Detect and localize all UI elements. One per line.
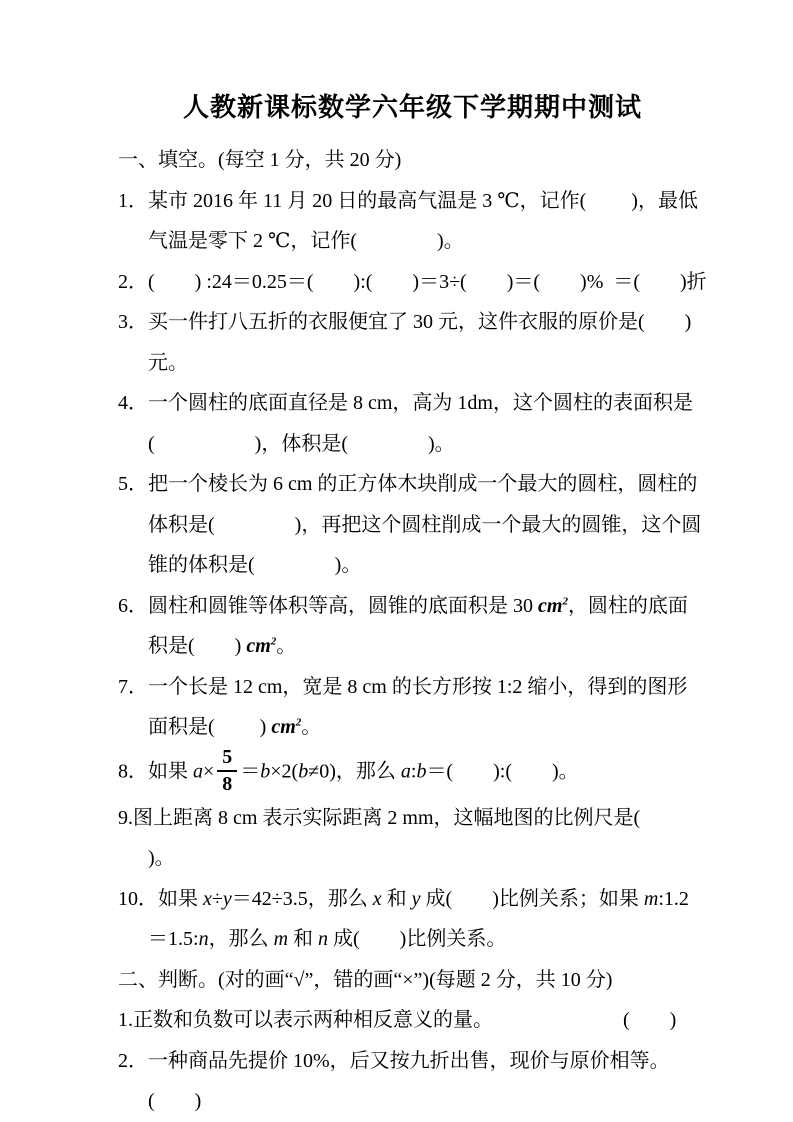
doc-title: 人教新课标数学六年级下学期期中测试 xyxy=(182,93,642,122)
question xyxy=(118,745,707,798)
section-1 xyxy=(118,140,707,960)
question xyxy=(118,586,707,667)
document-body xyxy=(118,140,707,1122)
question-number: 3． xyxy=(118,311,148,333)
question-number: 6． xyxy=(118,594,148,617)
text-segment: ＝( ):( )。 xyxy=(426,760,579,783)
question xyxy=(118,262,707,303)
text-segment: ÷ xyxy=(211,887,223,910)
question-number: 7． xyxy=(118,675,148,698)
fraction xyxy=(217,746,237,796)
fraction-denominator: 8 xyxy=(222,772,233,795)
text-segment: ( ) :24＝0.25＝( ):( )＝3÷( )＝( )% ＝( )折 xyxy=(148,270,707,293)
text-segment: cm xyxy=(246,635,271,657)
question-number: 10． xyxy=(118,887,158,910)
section-heading: 二、判断。(对的画“√”，错的画“×”)(每题 2 分，共 10 分) xyxy=(118,968,613,991)
question xyxy=(118,464,707,586)
text-segment: 如果 xyxy=(148,760,193,783)
question xyxy=(118,798,707,879)
text-segment: y xyxy=(222,887,232,910)
text-segment: 2 xyxy=(270,635,277,648)
text-segment: 如果 xyxy=(158,887,203,910)
text-segment: n xyxy=(198,928,209,950)
text-segment: cm xyxy=(538,594,563,617)
text-segment: ×2( xyxy=(270,760,299,783)
text-segment: 买一件打八五折的衣服便宜了 30 元，这件衣服的原价是( )元。 xyxy=(148,311,692,374)
question xyxy=(118,667,707,748)
section-2 xyxy=(118,960,707,1122)
text-segment: ，圆柱的底面积是( ) xyxy=(148,594,688,657)
question-number: 1． xyxy=(118,189,148,212)
text-segment: 和 xyxy=(288,928,319,950)
question-number: 5． xyxy=(118,473,148,495)
text-segment: n xyxy=(318,928,329,950)
text-segment: ＝ xyxy=(240,760,261,783)
text-segment: 圆柱和圆锥等体积等高，圆锥的底面积是 30 xyxy=(148,594,538,617)
text-segment: 图上距离 8 cm 表示实际距离 2 mm，这幅地图的比例尺是( )。 xyxy=(133,806,686,869)
text-segment: × xyxy=(203,760,215,783)
text-segment: b xyxy=(416,760,427,783)
text-segment: y xyxy=(411,887,421,910)
text-segment: cm xyxy=(271,716,296,738)
text-segment: x xyxy=(372,887,382,910)
text-segment: 一个圆柱的底面直径是 8 cm，高为 1dm，这个圆柱的表面积是 ( )，体积是( )。 xyxy=(148,392,698,455)
text-segment: : xyxy=(410,760,417,783)
question xyxy=(118,879,707,960)
question-number: 1. xyxy=(118,1009,133,1031)
text-segment: 某市 2016 年 11 月 20 日的最高气温是 3 ℃，记作( )，最低气温是零下 2 ℃，记作( )。 xyxy=(148,189,698,252)
question xyxy=(118,302,707,383)
question xyxy=(118,1041,707,1122)
question xyxy=(118,383,707,464)
text-segment: 一个长是 12 cm，宽是 8 cm 的长方形按 1:2 缩小，得到的图形面积是( ) xyxy=(148,675,688,738)
fraction-numerator: 5 xyxy=(217,746,237,772)
text-segment: 和 xyxy=(381,887,412,910)
text-segment: 2 xyxy=(562,594,568,607)
text-segment: b xyxy=(298,760,309,783)
question xyxy=(118,1000,707,1041)
text-segment: 成( )比例关系；如果 xyxy=(420,887,644,910)
question-number: 4． xyxy=(118,392,148,414)
section-heading: 一、填空。(每空 1 分，共 20 分) xyxy=(118,149,402,171)
text-segment: ，那么 xyxy=(208,928,274,950)
text-segment: ≠0)，那么 xyxy=(308,760,401,783)
text-segment: 成( )比例关系。 xyxy=(328,928,507,950)
text-segment: a xyxy=(193,760,203,783)
text-segment: x xyxy=(203,887,212,910)
question-number: 9. xyxy=(118,806,133,829)
text-segment: :1.2＝1.5: xyxy=(148,887,689,950)
question-number: 8． xyxy=(118,760,148,783)
text-segment: ＝42÷3.5，那么 xyxy=(231,887,373,910)
text-segment: 把一个棱长为 6 cm 的正方体木块削成一个最大的圆柱，圆柱的体积是( )，再把这个圆柱削成一个最大的圆锥，这个圆锥的体积是( )。 xyxy=(148,473,702,576)
question xyxy=(118,181,707,262)
text-segment: m xyxy=(273,928,289,950)
text-segment: 2 xyxy=(295,716,302,729)
text-segment: 正数和负数可以表示两种相反意义的量。 ( ) xyxy=(133,1009,677,1031)
text-segment: 。 xyxy=(276,635,297,657)
question-number: 2． xyxy=(118,270,148,293)
text-segment: b xyxy=(260,760,271,783)
question-number: 2． xyxy=(118,1049,148,1072)
text-segment: 。 xyxy=(301,716,322,738)
text-segment: a xyxy=(400,760,411,783)
text-segment: 一种商品先提价 10%，后又按九折出售，现价与原价相等。( ) xyxy=(148,1049,670,1112)
text-segment: m xyxy=(643,887,659,910)
